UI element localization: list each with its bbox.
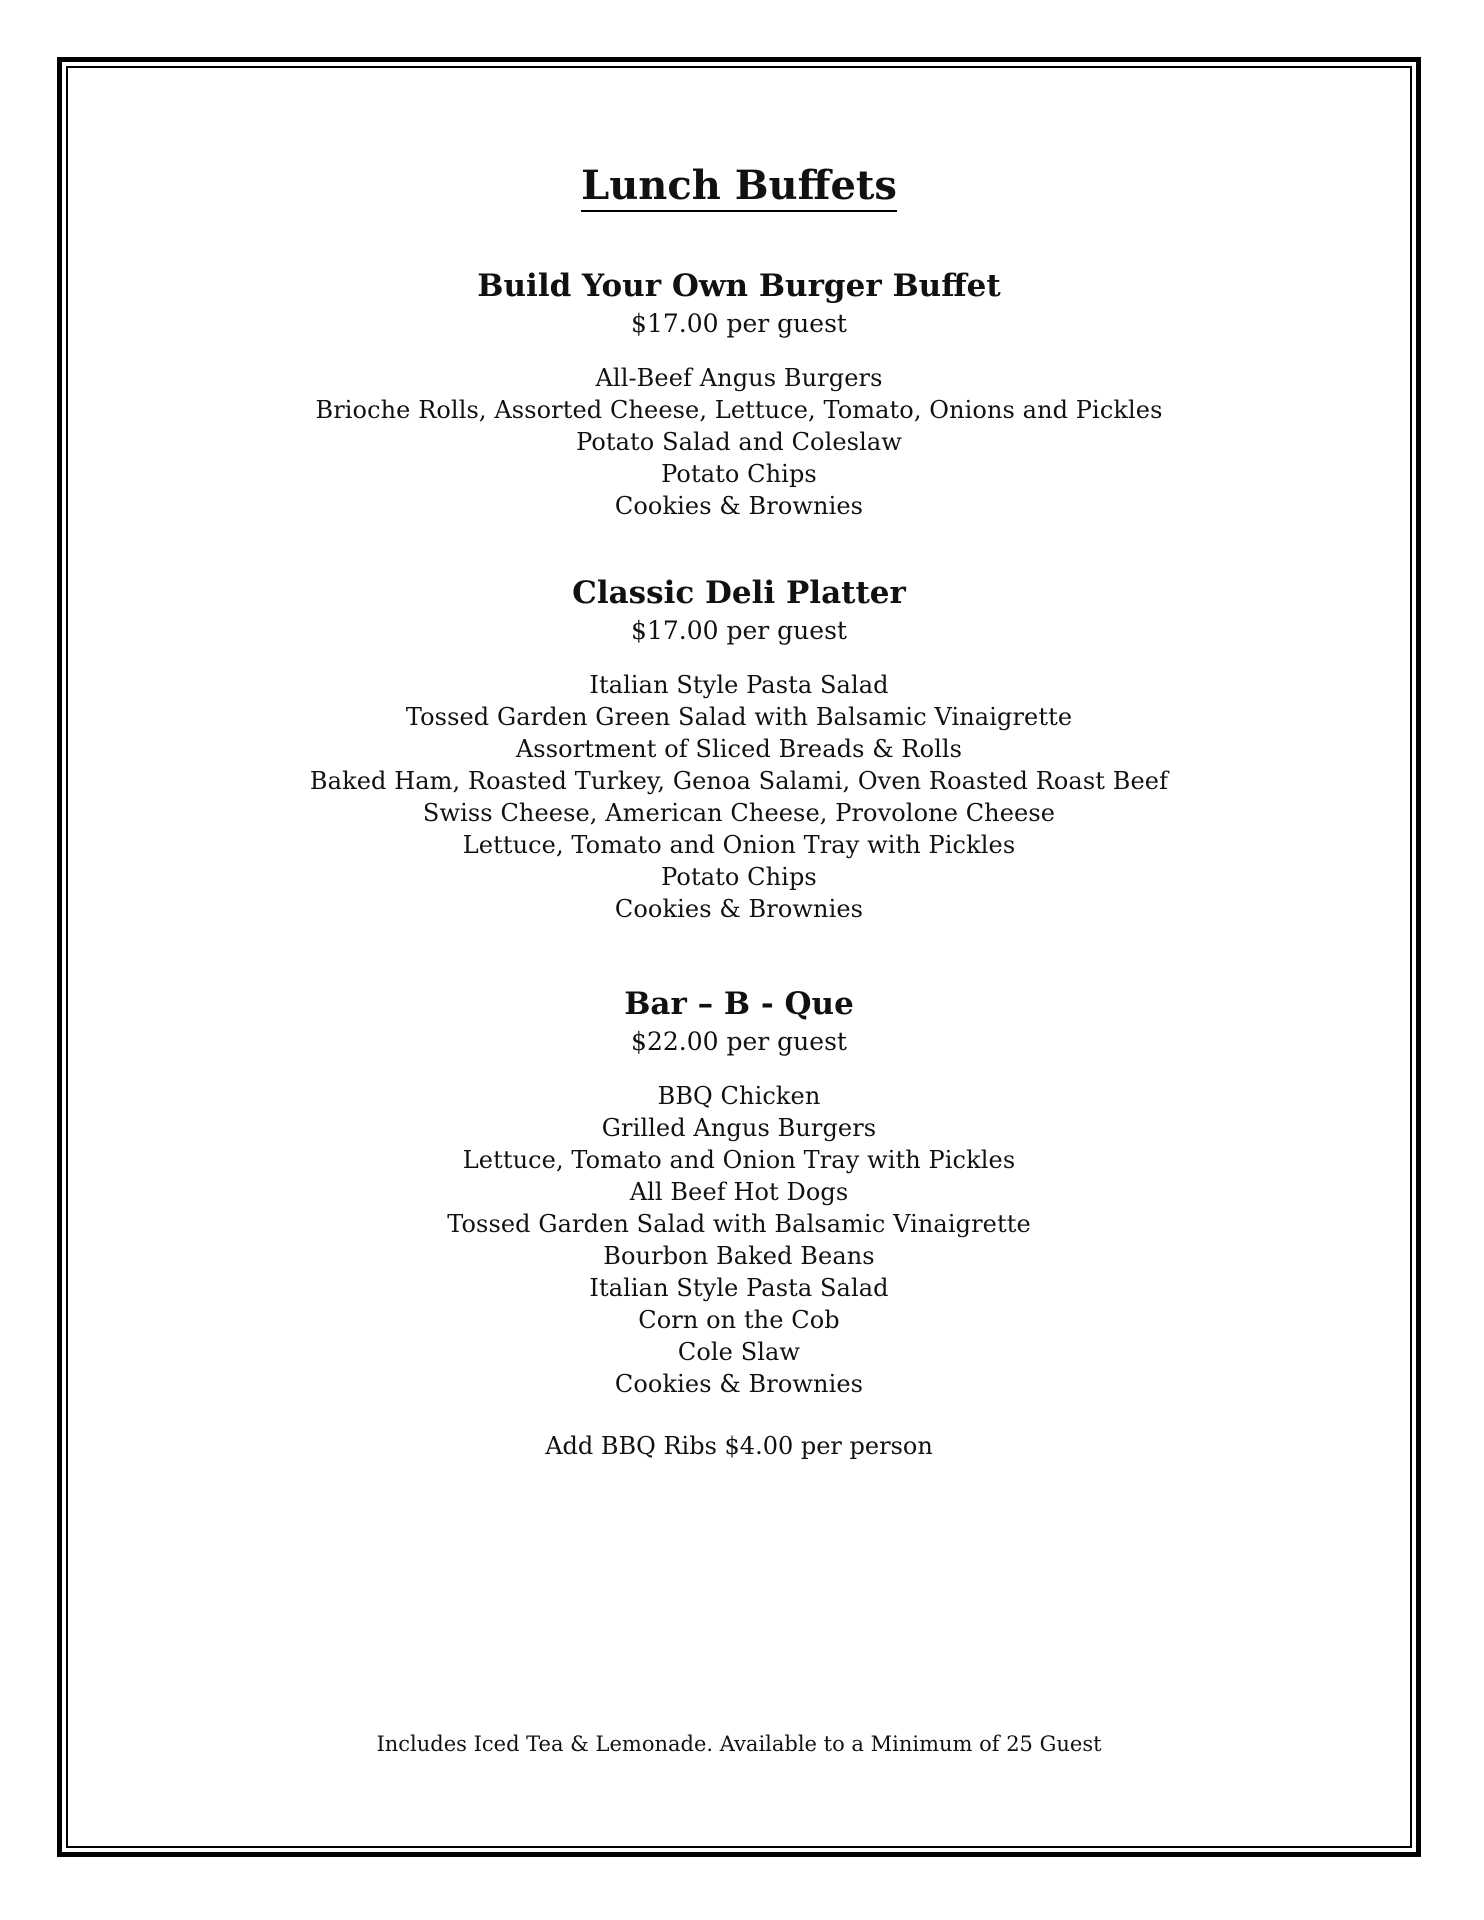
menu-item: Corn on the Cob <box>638 1306 840 1334</box>
section-price: $17.00 per guest <box>631 309 847 338</box>
menu-item: Bourbon Baked Beans <box>603 1242 875 1270</box>
menu-item: Brioche Rolls, Assorted Cheese, Lettuce, Tomato, Onions and Pickles <box>315 396 1163 424</box>
section-title: Bar – B - Que <box>624 986 854 1022</box>
menu-section-burger-buffet <box>66 266 1412 522</box>
section-price: $17.00 per guest <box>631 616 847 645</box>
menu-item: Lettuce, Tomato and Onion Tray with Pickles <box>462 1146 1016 1174</box>
menu-item: Italian Style Pasta Salad <box>589 1274 889 1302</box>
menu-item: Baked Ham, Roasted Turkey, Genoa Salami, Oven Roasted Roast Beef <box>309 767 1169 795</box>
menu-item: All Beef Hot Dogs <box>629 1178 849 1206</box>
menu-item: Potato Chips <box>661 863 817 891</box>
footer-note: Includes Iced Tea & Lemonade. Available to a Minimum of 25 Guest <box>376 1732 1102 1756</box>
menu-item-list <box>66 1080 1412 1400</box>
menu-section-deli-platter <box>66 573 1412 925</box>
menu-item: Grilled Angus Burgers <box>601 1114 877 1142</box>
menu-item: All-Beef Angus Burgers <box>595 364 883 392</box>
section-title: Classic Deli Platter <box>572 575 906 611</box>
menu-item: Potato Chips <box>661 460 817 488</box>
section-price: $22.00 per guest <box>631 1027 847 1056</box>
menu-item: Tossed Garden Salad with Balsamic Vinaigrette <box>447 1210 1031 1238</box>
page-title-text: Lunch Buffets <box>581 162 897 212</box>
section-title: Build Your Own Burger Buffet <box>477 268 1001 304</box>
page-title <box>66 162 1412 210</box>
menu-item-list <box>66 669 1412 925</box>
menu-item: Assortment of Sliced Breads & Rolls <box>515 735 963 763</box>
menu-item: Lettuce, Tomato and Onion Tray with Pickles <box>462 831 1016 859</box>
menu-section-bbq <box>66 984 1412 1462</box>
menu-item: Tossed Garden Green Salad with Balsamic Vinaigrette <box>405 703 1073 731</box>
menu-item: Italian Style Pasta Salad <box>589 671 889 699</box>
menu-item: Swiss Cheese, American Cheese, Provolone Cheese <box>422 799 1056 827</box>
menu-item: BBQ Chicken <box>657 1082 821 1110</box>
menu-item: Cookies & Brownies <box>614 895 864 923</box>
menu-item: Cole Slaw <box>677 1338 801 1366</box>
addon-note: Add BBQ Ribs $4.00 per person <box>545 1432 933 1460</box>
menu-item: Cookies & Brownies <box>614 492 864 520</box>
menu-item: Potato Salad and Coleslaw <box>576 428 902 456</box>
menu-item: Cookies & Brownies <box>614 1370 864 1398</box>
menu-item-list <box>66 362 1412 522</box>
